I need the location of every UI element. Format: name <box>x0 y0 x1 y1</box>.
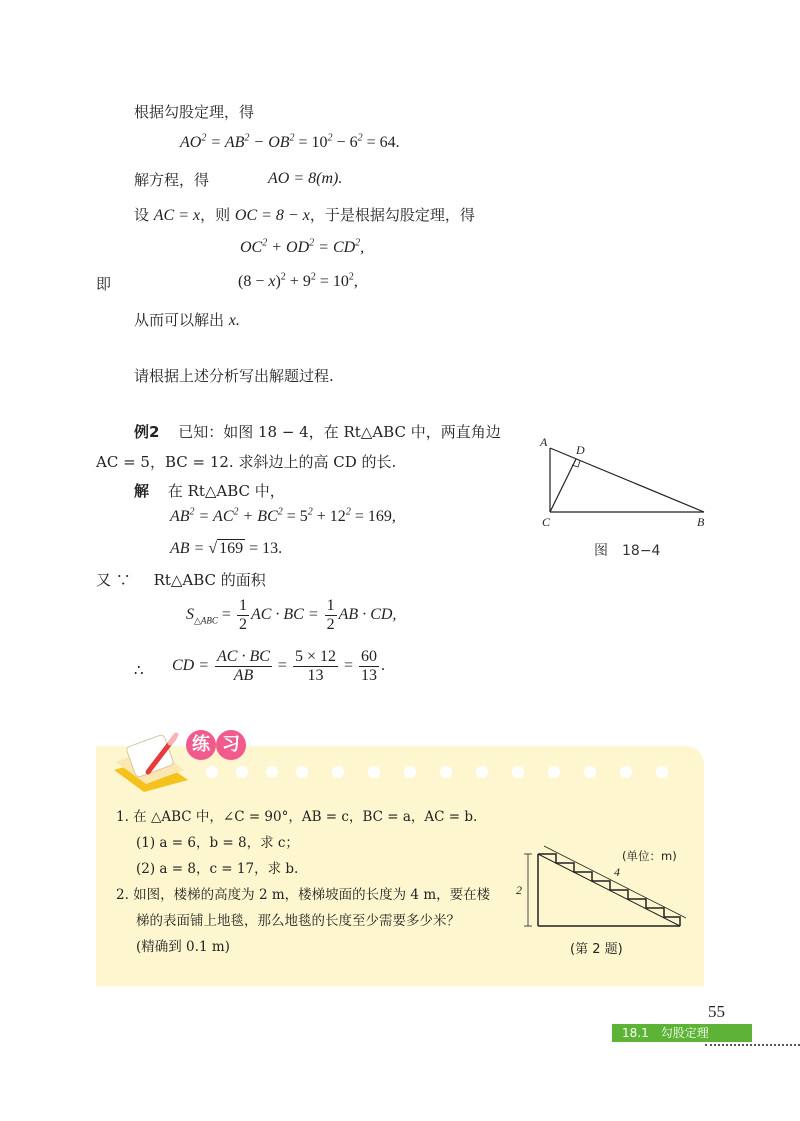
decor-dot <box>620 766 632 778</box>
solution-label: 解 <box>134 482 150 500</box>
line-pythagoras-intro: 根据勾股定理，得 <box>134 103 255 121</box>
line-set-ac: 设 AC = x，则 OC = 8 − x，于是根据勾股定理，得 <box>134 206 475 224</box>
practice-title-char-2: 习 <box>216 730 246 760</box>
equation-ab-sqrt: AB = √ 169 = 13. <box>170 540 283 557</box>
example-2-line-1: 例2 已知：如图 18 − 4，在 Rt△ABC 中，两直角边 <box>134 423 501 441</box>
decor-dot <box>548 766 560 778</box>
decor-dot <box>206 766 218 778</box>
decor-dot <box>296 766 308 778</box>
decor-dot <box>440 766 452 778</box>
decor-dot <box>656 766 668 778</box>
equation-ao-squared: $AO^2 = AB^2 - OB^2 = 10^2 - 6^2 = 64$. <box>180 132 400 151</box>
decor-dot <box>584 766 596 778</box>
decor-dot <box>236 766 248 778</box>
equation-8-minus-x: $(8 - x)^2 + 9^2 = 10^2$, <box>238 271 358 290</box>
decor-dot <box>368 766 380 778</box>
label-b: B <box>697 515 705 529</box>
label-c: C <box>542 515 551 529</box>
footer-dotted-line <box>705 1044 800 1046</box>
page-number: 55 <box>708 1002 725 1021</box>
equation-area: $S_{\triangle ABC}$ = $\frac{1}{2}$ AC · BC = $\frac{1}{2}$ AB · CD, <box>186 597 397 633</box>
section-footer-bar: 18.1 勾股定理 <box>612 1024 752 1042</box>
staircase-caption: (第 2 题) <box>570 942 623 957</box>
figure-18-4-caption: 图 18−4 <box>594 543 661 559</box>
exercise-1: 1. 在 △ABC 中，∠C = 90°，AB = c，BC = a，AC = b. <box>116 809 478 825</box>
exercise-2-line-3: (精确到 0.1 m) <box>136 939 230 955</box>
line-solve-equation: 解方程，得 <box>134 171 210 189</box>
equation-oc-od-cd: $OC^2 + OD^2 = CD^2$, <box>240 237 365 256</box>
equation-ab-squared: $AB^2 = AC^2 + BC^2 = 5^2 + 12^2 = 169$, <box>170 506 396 525</box>
therefore-symbol: ∴ <box>134 661 144 679</box>
staircase-unit-label: (单位：m) <box>622 849 677 863</box>
equation-ao-value: AO = 8(m). <box>268 170 343 187</box>
example-2-line-2: AC = 5，BC = 12. 求斜边上的高 CD 的长. <box>96 453 397 471</box>
staircase-slope-label: 4 <box>614 865 620 879</box>
exercise-2-line-1: 2. 如图，楼梯的高度为 2 m，楼梯坡面的长度为 4 m，要在楼 <box>116 887 491 903</box>
solution-line-1: 解 在 Rt△ABC 中， <box>134 482 285 500</box>
decor-dot <box>266 766 278 778</box>
decor-dot <box>332 766 344 778</box>
line-write-process: 请根据上述分析写出解题过程. <box>134 367 334 385</box>
practice-notebook-icon <box>104 722 194 792</box>
practice-title-char-1: 练 <box>186 730 216 760</box>
equation-cd: CD = $\frac{AC \cdot BC}{AB}$ = $\frac{5 \times 12}{13}$ = $\frac{60}{13}$ . <box>172 648 386 684</box>
label-a: A <box>540 435 548 449</box>
exercise-1b: (2) a = 8，c = 17，求 b. <box>136 861 299 877</box>
also-because-line: 又 ∵ Rt△ABC 的面积 <box>96 571 266 589</box>
decor-dot <box>512 766 524 778</box>
label-d: D <box>576 443 585 457</box>
decor-dot <box>404 766 416 778</box>
line-solve-x: 从而可以解出 x. <box>134 311 240 329</box>
staircase-height-label: 2 <box>516 883 522 897</box>
figure-18-4-triangle <box>536 432 716 532</box>
line-namely-prefix: 即 <box>96 275 112 293</box>
exercise-1a: (1) a = 6，b = 8，求 c； <box>136 835 299 851</box>
example-label: 例2 <box>134 423 160 441</box>
exercise-2-line-2: 梯的表面铺上地毯，那么地毯的长度至少需要多少米？ <box>136 913 460 929</box>
decor-dot <box>476 766 488 778</box>
